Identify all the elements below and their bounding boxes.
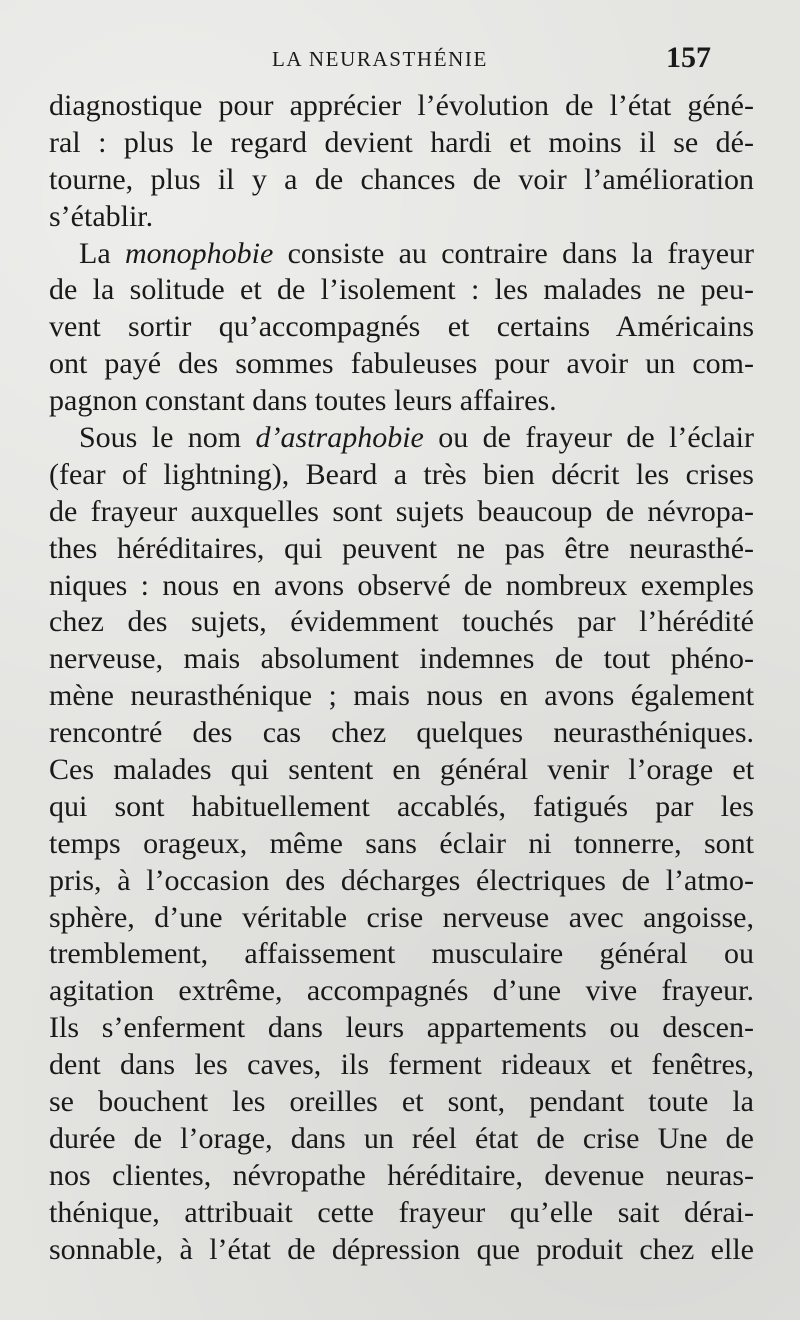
text-line (49, 125, 754, 162)
text-segment: de la solitude et de l’isolement : les malades ne peu- (49, 273, 754, 307)
text-line (49, 494, 754, 531)
italic-term: monophobie (124, 236, 274, 270)
text-segment: dent dans les caves, ils ferment rideaux et fenêtres, (49, 1048, 754, 1082)
text-line (49, 1195, 754, 1232)
text-segment: se bouchent les oreilles et sont, pendant toute la (49, 1085, 754, 1119)
text-line (49, 789, 754, 826)
text-segment: durée de l’orage, dans un réel état de crise Une de (49, 1121, 754, 1155)
text-segment: vent sortir qu’accompagnés et certains Américains (49, 310, 755, 344)
text-line (49, 88, 754, 125)
text-segment: thes héréditaires, qui peuvent ne pas être neurasthé- (49, 531, 755, 565)
text-segment: pris, à l’occasion des décharges électriques de l’atmo- (49, 863, 754, 897)
italic-term: d’astraphobie (255, 421, 424, 455)
text-line (49, 236, 754, 273)
text-segment: sphère, d’une véritable crise nerveuse avec angoisse, (49, 900, 754, 934)
text-segment: tremblement, affaissement musculaire général ou (49, 937, 754, 971)
page-number: 157 (666, 41, 711, 74)
text-line (49, 568, 754, 605)
text-line (49, 863, 754, 900)
text-line (49, 383, 754, 420)
text-segment: temps orageux, même sans éclair ni tonnerre, sont (49, 826, 755, 860)
text-line (49, 826, 754, 863)
text-line (49, 1047, 754, 1084)
text-segment: pagnon constant dans toutes leurs affaires. (49, 384, 557, 418)
text-segment: Sous le nom (79, 421, 256, 455)
text-segment: tourne, plus il y a de chances de voir l’amélioration (49, 162, 755, 196)
running-title: LA NEURASTHÉNIE (272, 47, 488, 71)
text-line (49, 531, 754, 568)
text-segment: mène neurasthénique ; mais nous en avons également (49, 679, 755, 713)
text-line (49, 641, 754, 678)
text-segment: nerveuse, mais absolument indemnes de tout phéno- (49, 642, 754, 676)
text-segment: qui sont habituellement accablés, fatigués par les (49, 789, 754, 823)
text-line (49, 346, 754, 383)
text-line (49, 1121, 754, 1158)
text-segment: Ces malades qui sentent en général venir l’orage et (49, 753, 755, 787)
text-line (49, 678, 754, 715)
text-line (49, 973, 754, 1010)
text-line (49, 936, 754, 973)
text-line (49, 604, 754, 641)
text-segment: agitation extrême, accompagnés d’une vive frayeur. (49, 974, 754, 1008)
body-text (49, 88, 754, 1269)
text-line (49, 1158, 754, 1195)
text-segment: consiste au contraire dans la frayeur (273, 236, 755, 270)
text-segment: sonnable, à l’état de dépression que produit chez elle (49, 1232, 754, 1266)
text-segment: (fear of lightning), Beard a très bien décrit les crises (49, 457, 754, 491)
text-line (49, 199, 754, 236)
text-segment: nos clientes, névropathe héréditaire, devenue neuras- (49, 1158, 755, 1192)
text-line (49, 420, 754, 457)
text-segment: Ils s’enferment dans leurs appartements ou descen- (49, 1011, 754, 1045)
text-segment: ral : plus le regard devient hardi et moins il se dé- (49, 125, 754, 159)
text-segment: La (79, 236, 125, 270)
text-line (49, 309, 754, 346)
running-head (0, 41, 800, 78)
text-line (49, 162, 754, 199)
text-segment: ou de frayeur de l’éclair (423, 421, 754, 455)
text-segment: chez des sujets, évidemment touchés par l’hérédité (49, 605, 754, 639)
text-line (49, 272, 754, 309)
text-segment: diagnostique pour apprécier l’évolution de l’état géné- (49, 89, 754, 122)
text-line (49, 457, 754, 494)
text-line (49, 715, 754, 752)
text-segment: rencontré des cas chez quelques neurasthéniques. (49, 716, 755, 750)
text-line (49, 1084, 754, 1121)
text-line (49, 1010, 754, 1047)
text-segment: s’établir. (49, 199, 154, 233)
text-segment: niques : nous en avons observé de nombreux exemples (49, 568, 754, 602)
text-line (49, 1232, 754, 1269)
text-line (49, 900, 754, 937)
text-segment: de frayeur auxquelles sont sujets beaucoup de névropa- (49, 494, 755, 528)
text-segment: thénique, attribuait cette frayeur qu’elle sait dérai- (49, 1195, 754, 1229)
text-segment: ont payé des sommes fabuleuses pour avoir un com- (49, 347, 754, 381)
text-line (49, 752, 754, 789)
